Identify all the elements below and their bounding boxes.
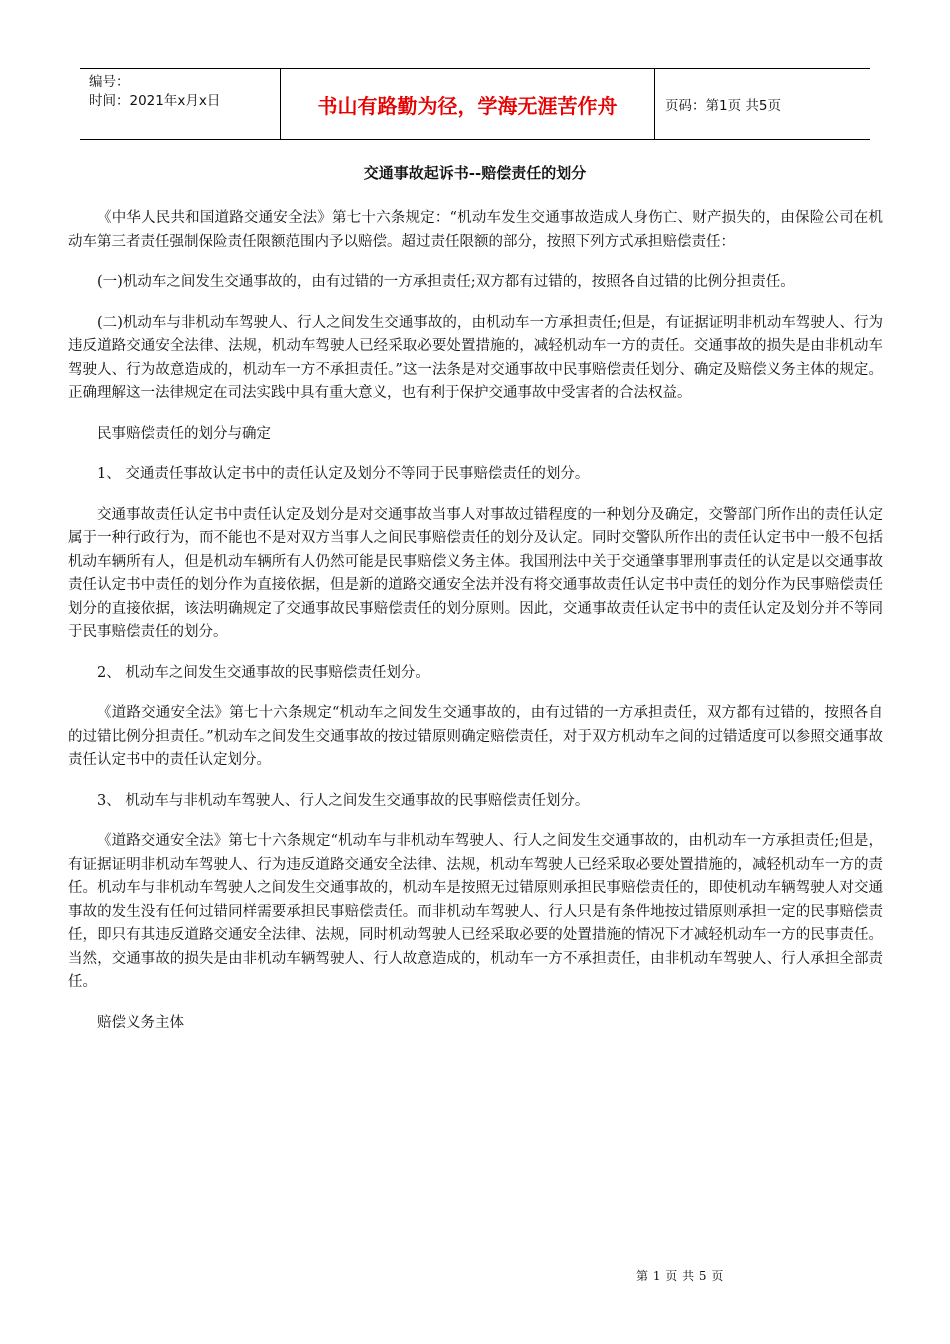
header-motto: 书山有路勤为径，学海无涯苦作舟 [281,69,655,139]
page-header [80,68,870,140]
header-meta [80,69,281,139]
page-footer: 第 1 页 共 5 页 [636,1269,724,1283]
paragraph-clause-two: (二)机动车与非机动车驾驶人、行人之间发生交通事故的，由机动车一方承担责任;但是，有证据证明非机动车驾驶人、行为违反道路交通安全法律、法规，机动车驾驶人已经采取必要处置措施的，减轻机动车一方的责任。交通事故的损失是由非机动车驾驶人、行为故意造成的，机动车一方不承担责任。”这一法条是对交通事故中民事赔偿责任划分、确定及赔偿义务主体的规定。正确理解这一法律规定在司法实践中具有重大意义，也有利于保护交通事故中受害者的合法权益。 [68,314,883,401]
paragraph-2: 《道路交通安全法》第七十六条规定“机动车之间发生交通事故的，由有过错的一方承担责任，双方都有过错的，按照各自的过错比例分担责任。”机动车之间发生交通事故的按过错原则确定赔偿责任，对于双方机动车之间的过错适度可以参照交通事故责任认定书中的责任认定划分。 [68,705,883,768]
paragraph-3: 《道路交通安全法》第七十六条规定“机动车与非机动车驾驶人、行人之间发生交通事故的，由机动车一方承担责任;但是，有证据证明非机动车驾驶人、行为违反道路交通安全法律、法规，机动车驾驶人已经采取必要处置措施的，减轻机动车一方的责任。机动车与非机动车驾驶人之间发生交通事故的，机动车是按照无过错原则承担民事赔偿责任的，即使机动车辆驾驶人对交通事故的发生没有任何过错同样需要承担民事赔偿责任。而非机动车驾驶人、行人只是有条件地按过错原则承担一定的民事赔偿责任，即只有其违反道路交通安全法律、法规，同时机动驾驶人已经采取必要的处置措施的情况下才减轻机动车一方的民事责任。当然，交通事故的损失是由非机动车辆驾驶人、行人故意造成的，机动车一方不承担责任，由非机动车驾驶人、行人承担全部责任。 [68,833,883,990]
document-title: 交通事故起诉书--赔偿责任的划分 [363,164,587,182]
subheading-1: 1、 交通责任事故认定书中的责任认定及划分不等同于民事赔偿责任的划分。 [97,466,590,482]
document-date-label: 时间：2021年x月x日 [89,93,221,109]
subheading-2: 2、 机动车之间发生交通事故的民事赔偿责任划分。 [97,664,430,681]
paragraph-law-intro: 《中华人民共和国道路交通安全法》第七十六条规定：“机动车发生交通事故造成人身伤亡、财产损失的，由保险公司在机动车第三者责任强制保险责任限额范围内予以赔偿。超过责任限额的部分，按照下列方式承担赔偿责任： [68,210,883,250]
document-body [68,207,883,1052]
header-page-number: 页码：第1页 共5页 [665,98,781,114]
paragraph-1: 交通事故责任认定书中责任认定及划分是对交通事故当事人对事故过错程度的一种划分及确定，交警部门所作出的责任认定属于一种行政行为，而不能也不是对双方当事人之间民事赔偿责任的划分及认定。同时交警队所作出的责任认定书中一般不包括机动车辆所有人，但是机动车辆所有人仍然可能是民事赔偿义务主体。我国刑法中关于交通肇事罪刑事责任的认定是以交通事故责任认定书中责任的划分作为直接依据，但是新的道路交通安全法并没有将交通事故责任认定书中责任的划分作为民事赔偿责任划分的直接依据，该法明确规定了交通事故民事赔偿责任的划分原则。因此，交通事故责任认定书中的责任认定及划分并不等同于民事赔偿责任的划分。 [68,506,883,640]
section-heading-liability: 民事赔偿责任的划分与确定 [97,425,271,442]
subheading-3: 3、 机动车与非机动车驾驶人、行人之间发生交通事故的民事赔偿责任划分。 [97,792,590,809]
paragraph-clause-one: (一)机动车之间发生交通事故的，由有过错的一方承担责任;双方都有过错的，按照各自过错的比例分担责任。 [97,274,795,290]
section-heading-obligor: 赔偿义务主体 [97,1014,184,1031]
document-number-label: 编号： [89,74,130,90]
